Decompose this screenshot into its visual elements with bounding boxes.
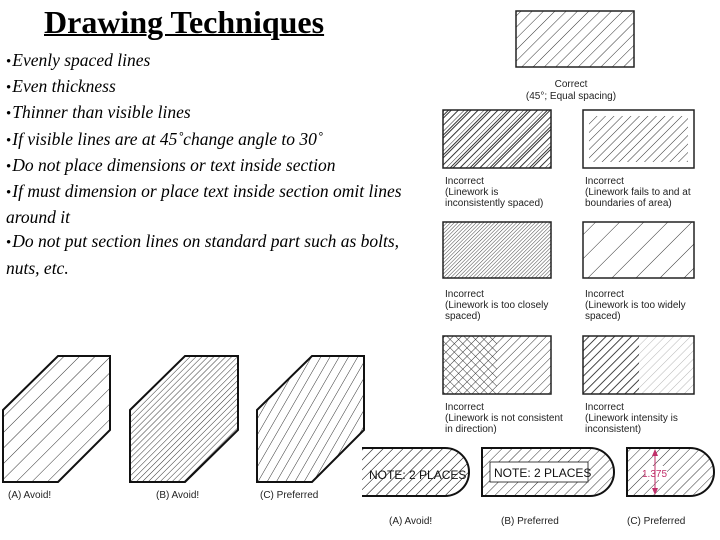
caption-note-a: (A) Avoid! [389, 516, 433, 527]
hatch-incorrect-4 [583, 222, 694, 322]
hatch-incorrect-2 [583, 110, 694, 209]
hatch-incorrect-1 [443, 110, 551, 209]
caption-line: spaced) [585, 311, 621, 322]
note-example-c [627, 448, 714, 527]
hatch-incorrect-3 [443, 222, 551, 322]
hatch-incorrect-5 [443, 336, 563, 435]
caption-avoid-b: (B) Avoid! [156, 490, 200, 501]
note-example-a [362, 448, 472, 527]
caption-line: (Linework is too widely [585, 300, 686, 311]
caption-line: Incorrect [585, 289, 624, 300]
note-text-b: NOTE: 2 PLACES [494, 466, 592, 480]
caption-preferred-c: (C) Preferred [260, 490, 319, 501]
caption-note-b: (B) Preferred [501, 516, 559, 527]
bullet-item: • Thinner than visible lines [6, 100, 406, 126]
angle-example-c [257, 356, 364, 501]
caption-line: in direction) [445, 424, 497, 435]
angle-example-b [130, 356, 238, 501]
caption-line: (45°; Equal spacing) [525, 91, 617, 102]
note-example-b [482, 448, 614, 527]
page-title: Drawing Techniques [44, 4, 325, 40]
note-text-a: NOTE: 2 PLACES [369, 468, 467, 482]
caption-line: Correct [554, 79, 588, 90]
caption-line: (Linework fails to and at [585, 187, 691, 198]
caption-line: (Linework is not consistent [445, 413, 563, 424]
caption-line: (Linework intensity is [585, 413, 678, 424]
dimension-value: 1.375 [642, 469, 668, 480]
bullet-item: • Do not put section lines on standard part such as bolts, nuts, etc. [6, 229, 406, 279]
hatch-correct [516, 11, 634, 102]
caption-line: (Linework is too closely [445, 300, 549, 311]
caption-avoid-a: (A) Avoid! [8, 490, 52, 501]
caption-line: inconsistent) [585, 424, 642, 435]
caption-line: Incorrect [445, 176, 484, 187]
bullet-item: • Do not place dimensions or text inside section [6, 153, 406, 179]
caption-line: inconsistently spaced) [445, 198, 544, 209]
caption-line: Incorrect [585, 402, 624, 413]
caption-line: (Linework is [445, 187, 499, 198]
caption-line: Incorrect [585, 176, 624, 187]
caption-line: Incorrect [445, 402, 484, 413]
caption-note-c: (C) Preferred [627, 516, 686, 527]
hatch-incorrect-6 [583, 336, 694, 435]
bullet-item: • If must dimension or place text inside section omit lines around it [6, 179, 406, 229]
caption-line: Incorrect [445, 289, 484, 300]
caption-line: spaced) [445, 311, 481, 322]
bullet-item: • Even thickness [6, 74, 406, 100]
caption-line: boundaries of area) [585, 198, 672, 209]
angle-example-a [3, 356, 110, 501]
bullet-item: • Evenly spaced lines [6, 48, 406, 74]
bullet-item: • If visible lines are at 45˚change angle to 30˚ [6, 127, 406, 153]
